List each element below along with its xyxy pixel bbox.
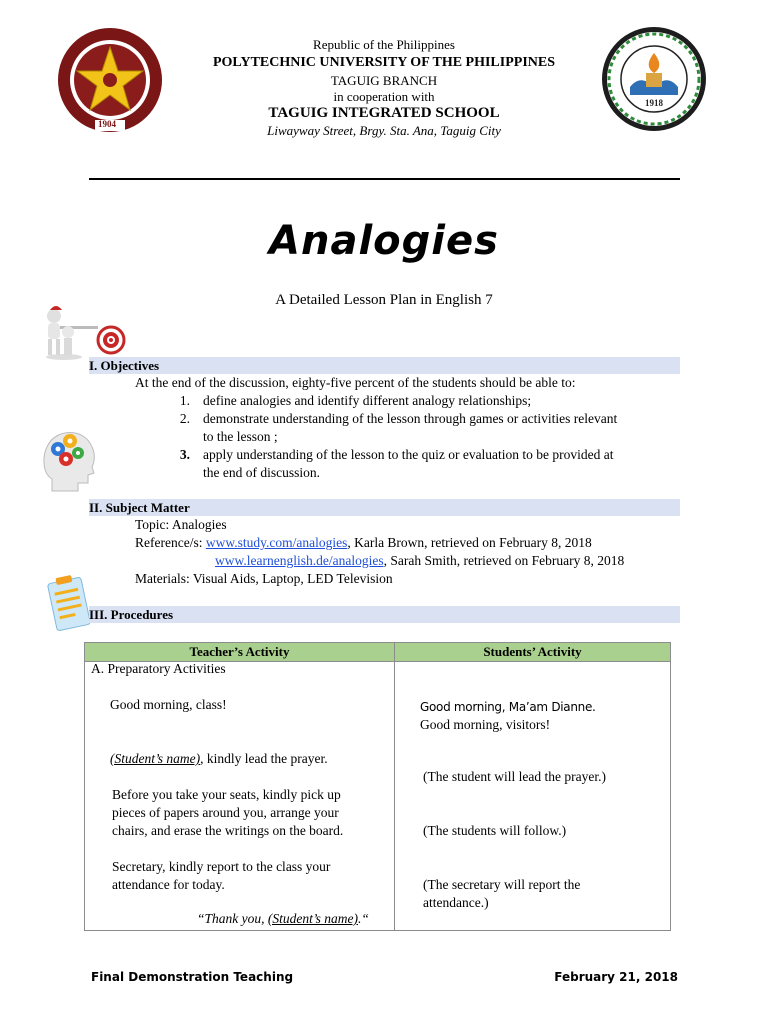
table-header-row [85,643,671,662]
reference-link-2[interactable]: www.learnenglish.de/analogies [215,553,384,568]
table-row [85,662,671,931]
students-prayer: (The student will lead the prayer.) [423,769,606,784]
students-activity-header: Students’ Activity [395,643,671,662]
school-address: Liwayway Street, Brgy. Sta. Ana, Taguig City [267,123,501,138]
objectives-heading: I. Objectives [89,357,680,374]
school-name: TAGUIG INTEGRATED SCHOOL [268,105,500,121]
list-item: 2. demonstrate understanding of the lesson through games or activities relevant to the lesson ; [179,411,618,444]
cooperation-line: in cooperation with [333,89,435,104]
teacher-prayer: (Student’s name), kindly lead the prayer. [110,751,328,766]
students-follow: (The students will follow.) [423,823,567,838]
page-title: Analogies [269,218,499,264]
branch-line: TAGUIG BRANCH [330,73,438,88]
topic-line: Topic: Analogies [135,517,227,532]
page-subtitle: A Detailed Lesson Plan in English 7 [275,292,493,308]
list-item: 1. define analogies and identify different analogy relationships; [179,393,532,408]
preparatory-activities: A. Preparatory Activities [91,661,226,676]
reference-line-2: www.learnenglish.de/analogies, Sarah Smith, retrieved on February 8, 2018 [215,553,625,568]
target-icon [40,302,126,362]
procedures-heading: III. Procedures [89,606,680,623]
subject-matter-heading: II. Subject Matter [89,499,680,516]
teacher-seats-instruction: Before you take your seats, kindly pick up pieces of papers around you, arrange your chairs, and erase the writings on the board. [112,787,344,838]
teacher-greeting: Good morning, class! [110,697,227,712]
republic-line: Republic of the Philippines [313,37,455,52]
reference-link-1[interactable]: www.study.com/analogies [205,535,348,550]
tis-seal-year: 1918 [645,98,663,108]
footer-right: February 21, 2018 [554,970,678,984]
teacher-activity-header: Teacher’s Activity [85,643,395,662]
students-activity-cell [395,662,671,931]
footer-left: Final Demonstration Teaching [91,970,294,984]
clipboard-icon [44,574,94,634]
teacher-activity-cell [85,662,395,931]
header-divider [89,178,680,180]
teacher-thanks: “Thank you, (Student’s name).“ [197,911,369,926]
reference-line-1: Reference/s: www.study.com/analogies, Karla Brown, retrieved on February 8, 2018 [135,535,592,550]
list-item: 3. apply understanding of the lesson to the quiz or evaluation to be provided at the end of discussion. [179,447,614,480]
pup-seal-year: 1904 [98,119,116,129]
teacher-secretary-request: Secretary, kindly report to the class your attendance for today. [112,859,331,892]
objectives-list [170,392,680,482]
head-gears-icon [40,425,96,493]
university-name: POLYTECHNIC UNIVERSITY OF THE PHILIPPINES [212,55,556,70]
students-report: (The secretary will report the attendance.) [423,877,581,910]
activity-table [84,642,671,931]
students-greeting: Good morning, Ma’am Dianne. Good morning, visitors! [420,700,596,732]
materials-line: Materials: Visual Aids, Laptop, LED Television [135,571,393,586]
objectives-intro: At the end of the discussion, eighty-five percent of the students should be able to: [135,375,576,390]
